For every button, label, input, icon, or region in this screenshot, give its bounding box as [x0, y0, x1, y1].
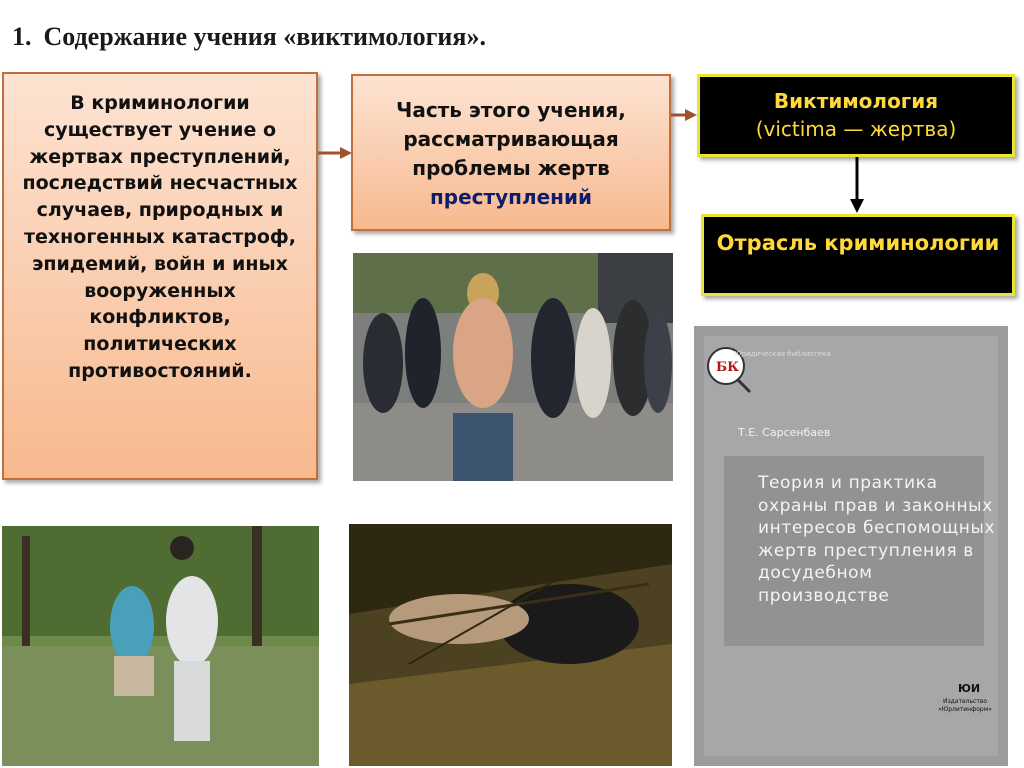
study-part-box	[351, 74, 671, 231]
criminology-branch-text: Отрасль криминологии	[716, 231, 1000, 255]
victim-doctrine-text: В криминологии существует учение о жертвах преступлений, последствий несчастных случаев, природных и техногенных катастроф, эпидемий, войн и иных вооруженных конфликтов, политических противостояний.	[22, 92, 298, 382]
park-assault-photo	[2, 526, 319, 766]
book-title: Теория и практика охраны прав и законных интересов беспомощных жертв преступления в досудебном производстве	[758, 473, 996, 606]
victimology-box	[697, 74, 1015, 157]
book-logo: БК	[716, 360, 739, 375]
arrow-mid-to-victimology	[671, 107, 699, 123]
slide-title	[12, 22, 486, 52]
book-series: Юридическая библиотека	[734, 350, 831, 358]
study-part-highlight: преступлений	[429, 185, 593, 209]
title-number: 1.	[12, 22, 32, 51]
crowd-victim-photo	[353, 253, 673, 481]
ground-victim-photo	[349, 524, 672, 766]
book-cover-photo	[694, 326, 1008, 766]
victimology-subtitle: (victima — жертва)	[755, 117, 957, 141]
title-text: Содержание учения «виктимология».	[43, 22, 486, 51]
book-author: Т.Е. Сарсенбаев	[738, 426, 831, 439]
book-publisher-mark: ЮИ	[958, 682, 981, 695]
victim-doctrine-box	[2, 72, 318, 480]
criminology-branch-box	[701, 214, 1015, 296]
arrow-left-to-mid	[318, 145, 354, 161]
study-part-text: Часть этого учения, рассматривающая проблемы жертв	[396, 98, 626, 180]
arrow-victimology-to-branch	[848, 157, 866, 215]
book-publisher: Издательство «Юрлитинформ»	[938, 698, 992, 713]
victimology-title: Виктимология	[773, 89, 939, 113]
